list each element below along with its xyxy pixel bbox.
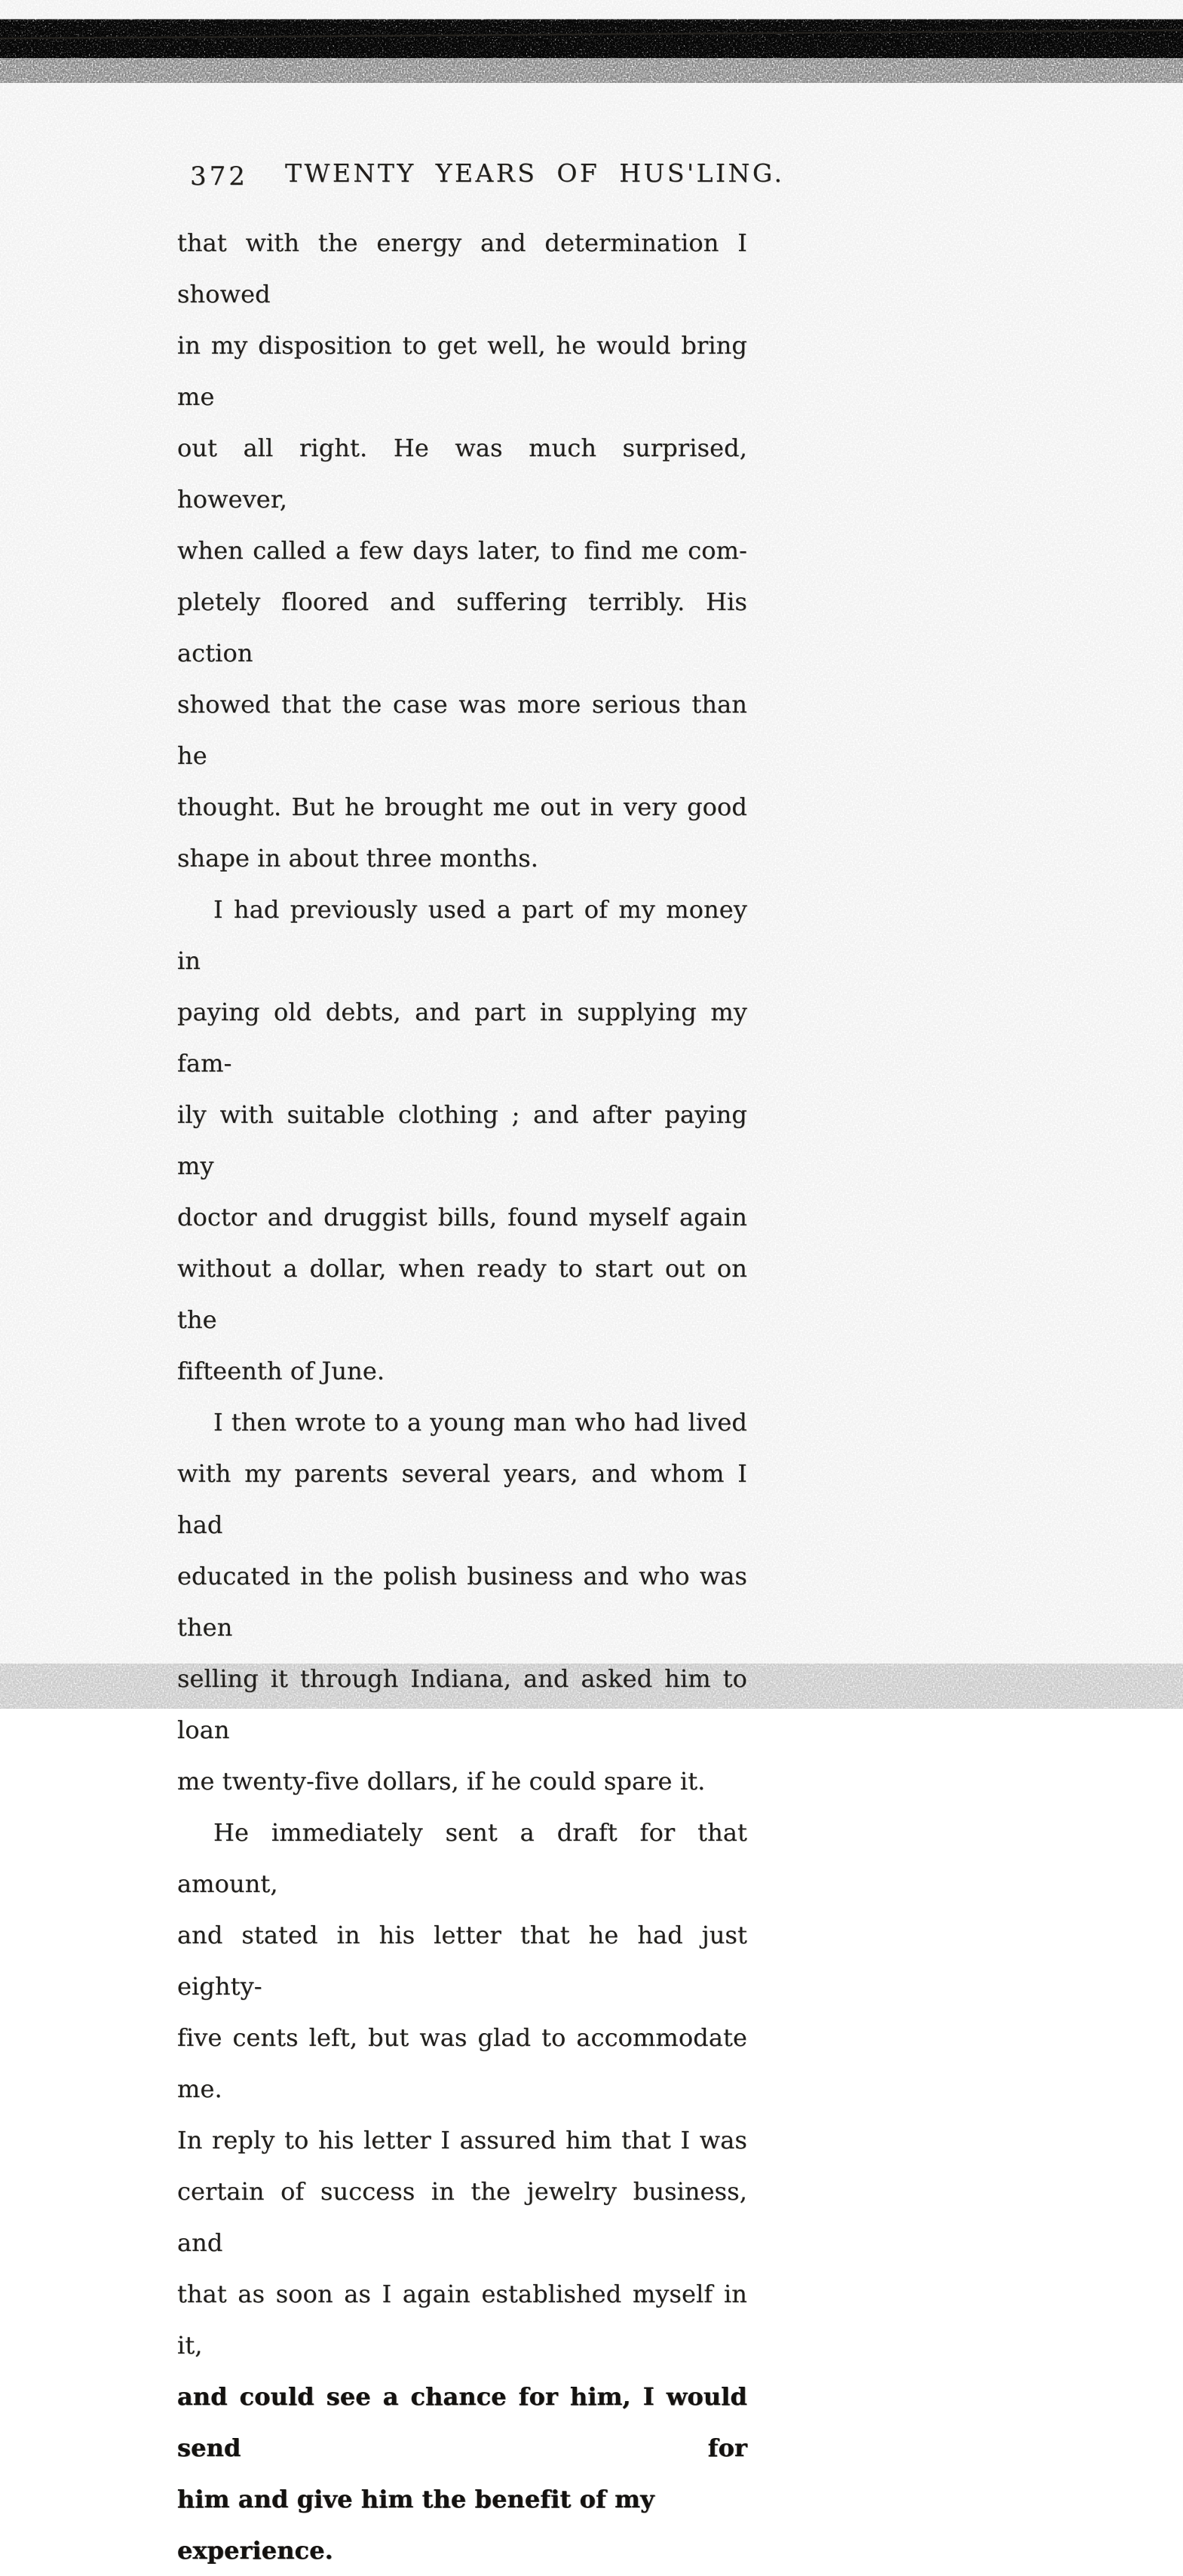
text-line: me twenty-five dollars, if he could spare it. — [177, 1767, 706, 1796]
text-line: I then wrote to a young man who had lived — [213, 1408, 747, 1437]
text-line: In reply to his letter I assured him that I was — [177, 2126, 747, 2154]
scan-edge-artifact-top — [0, 0, 1183, 83]
running-header — [0, 154, 1183, 199]
body-text — [177, 217, 747, 2576]
text-line: pletely floored and suffering terribly. His action — [177, 587, 747, 667]
text-line: shape in about three months. — [177, 844, 539, 872]
text-line: out all right. He was much surprised, however, — [177, 434, 747, 514]
text-line: fifteenth of June. — [177, 1357, 385, 1385]
text-line: paying old debts, and part in supplying my fam- — [177, 998, 747, 1078]
text-line: when called a few days later, to find me com- — [177, 536, 747, 565]
running-title: TWENTY YEARS OF HUS'LING. — [285, 158, 785, 188]
text-line: and could see a chance for him, I would send for — [177, 2382, 747, 2462]
text-line: showed that the case was more serious than he — [177, 690, 747, 770]
text-line: without a dollar, when ready to start out on the — [177, 1254, 747, 1334]
page-number: 372 — [190, 161, 248, 192]
text-line: selling it through Indiana, and asked him to loan — [177, 1664, 747, 1744]
paragraph — [177, 217, 747, 884]
text-line: He immediately sent a draft for that amount, — [177, 1818, 747, 1898]
text-line: thought. But he brought me out in very good — [177, 793, 747, 821]
text-line: that with the energy and determination I showed — [177, 228, 747, 308]
text-line: educated in the polish business and who was then — [177, 1562, 747, 1642]
text-line: with my parents several years, and whom I had — [177, 1459, 747, 1539]
text-line: ily with suitable clothing ; and after paying my — [177, 1100, 747, 1180]
paragraph — [177, 1807, 747, 2576]
paragraph — [177, 1397, 747, 1807]
text-line: in my disposition to get well, he would bring me — [177, 331, 747, 411]
text-line: that as soon as I again established myself in it, — [177, 2280, 747, 2360]
text-line: I had previously used a part of my money in — [177, 895, 747, 975]
paragraph — [177, 884, 747, 1397]
text-line: five cents left, but was glad to accommodate me. — [177, 2023, 747, 2103]
text-line: certain of success in the jewelry business, and — [177, 2177, 747, 2257]
text-line: doctor and druggist bills, found myself again — [177, 1203, 747, 1231]
text-line: and stated in his letter that he had just eighty- — [177, 1921, 747, 2001]
text-line: him and give him the benefit of my experience. — [177, 2485, 654, 2565]
